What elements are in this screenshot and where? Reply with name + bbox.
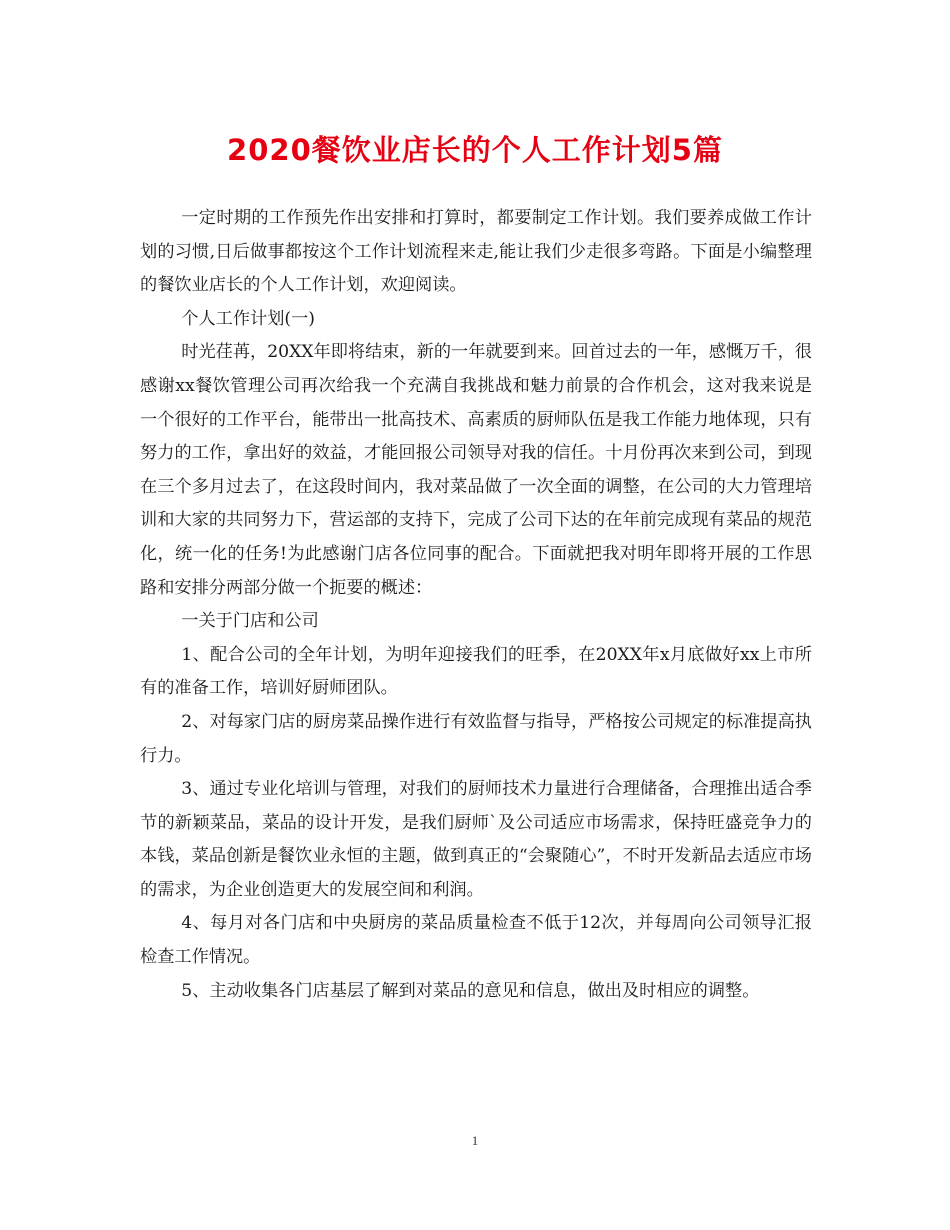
list-item-3: 3、通过专业化培训与管理，对我们的厨师技术力量进行合理储备，合理推出适合季节的新颖菜品，菜品的设计开发，是我们厨师`及公司适应市场需求，保持旺盛竞争力的本钱，菜品创新是餐饮业永恒的主题，做到真正的“会聚随心”，不时开发新品去适应市场的需求，为企业创造更大的发展空间和利润。 [140, 779, 812, 900]
document-body [140, 202, 812, 1008]
intro-paragraph: 一定时期的工作预先作出安排和打算时，都要制定工作计划。我们要养成做工作计划的习惯,日后做事都按这个工作计划流程来走,能让我们少走很多弯路。下面是小编整理的餐饮业店长的个人工作计划，欢迎阅读。 [140, 208, 812, 296]
subsection-heading-store-company: 一关于门店和公司 [181, 611, 319, 632]
body-paragraph: 时光荏苒，20XX年即将结束，新的一年就要到来。回首过去的一年，感慨万千，很感谢xx餐饮管理公司再次给我一个充满自我挑战和魅力前景的合作机会，这对我来说是一个很好的工作平台，能带出一批高技术、高素质的厨师队伍是我工作能力地体现，只有努力的工作，拿出好的效益，才能回报公司领导对我的信任。十月份再次来到公司，到现在三个多月过去了，在这段时间内，我对菜品做了一次全面的调整，在公司的大力管理培训和大家的共同努力下，营运部的支持下，完成了公司下达的在年前完成现有菜品的规范化，统一化的任务!为此感谢门店各位同事的配合。下面就把我对明年即将开展的工作思路和安排分两部分做一个扼要的概述： [140, 342, 812, 598]
document-title: 2020餐饮业店长的个人工作计划5篇 [227, 133, 723, 167]
list-item-4: 4、每月对各门店和中央厨房的菜品质量检查不低于12次，并每周向公司领导汇报检查工作情况。 [140, 913, 812, 968]
section-heading-plan-one: 个人工作计划(一) [181, 308, 315, 329]
list-item-2: 2、对每家门店的厨房菜品操作进行有效监督与指导，严格按公司规定的标准提高执行力。 [140, 711, 812, 766]
list-item-5: 5、主动收集各门店基层了解到对菜品的意见和信息，做出及时相应的调整。 [181, 980, 760, 1001]
list-item-1: 1、配合公司的全年计划，为明年迎接我们的旺季，在20XX年x月底做好xx上市所有的准备工作，培训好厨师团队。 [140, 644, 812, 699]
page-number: 1 [471, 1133, 479, 1148]
